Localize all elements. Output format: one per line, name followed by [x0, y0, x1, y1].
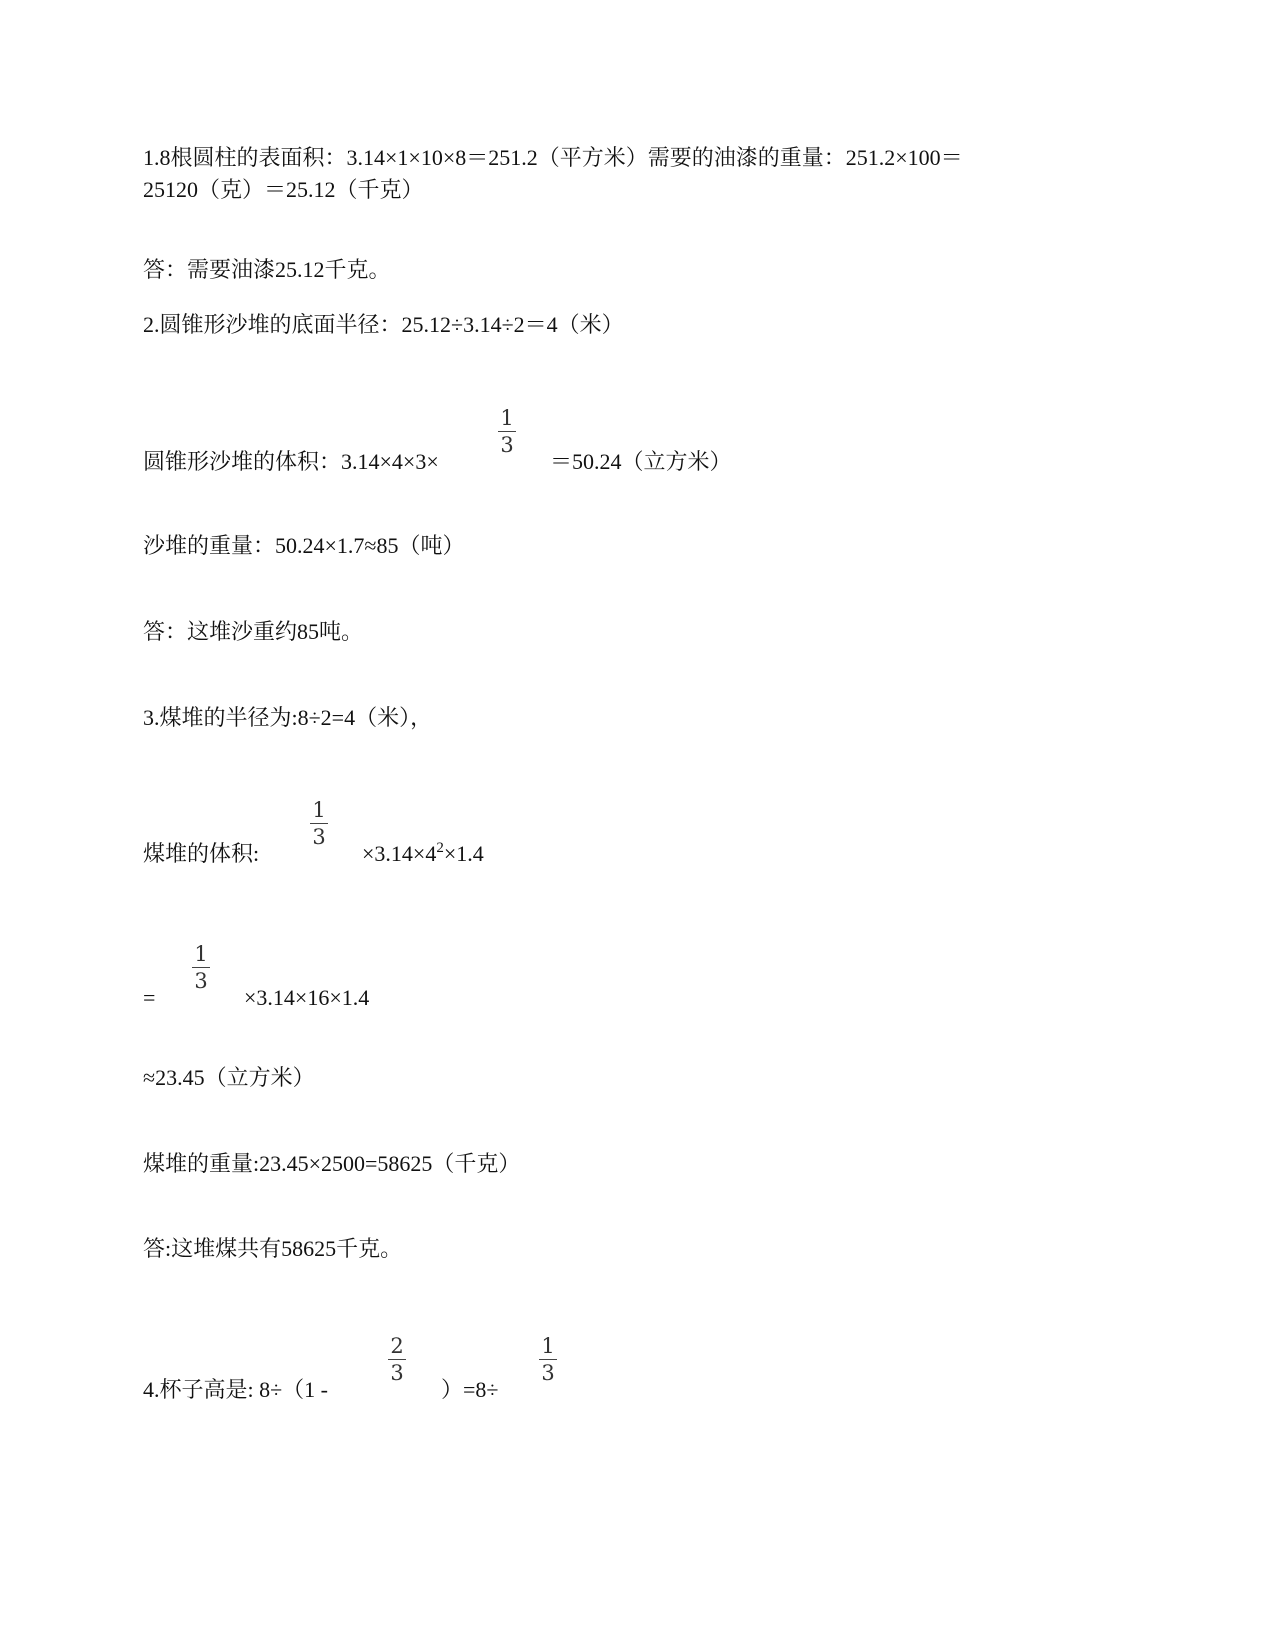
problem-3-step-expression: ×3.14×16×1.4	[244, 985, 370, 1010]
problem-2-volume-result: ＝50.24（立方米）	[550, 449, 732, 474]
fraction-numerator: 1	[312, 798, 326, 822]
problem-2-volume-prefix: 圆锥形沙堆的体积：3.14×4×3×	[143, 449, 439, 474]
problem-4-fraction-2	[538, 1333, 558, 1386]
problem-2-volume-fraction	[497, 405, 517, 458]
problem-1-line-1: 1.8根圆柱的表面积：3.14×1×10×8＝251.2（平方米）需要的油漆的重量：251.2×100＝	[143, 145, 963, 170]
fraction-numerator: 1	[541, 1334, 555, 1358]
volume-expression-end: ×1.4	[443, 841, 484, 866]
problem-1-line-2: 25120（克）＝25.12（千克）	[143, 177, 424, 202]
problem-2-weight: 沙堆的重量：50.24×1.7≈85（吨）	[143, 533, 465, 558]
fraction-denominator: 3	[194, 969, 208, 993]
problem-4-fraction-1	[387, 1333, 407, 1386]
fraction-numerator: 2	[390, 1334, 404, 1358]
problem-1-answer: 答：需要油漆25.12千克。	[143, 257, 391, 282]
problem-4-middle: ）=8÷	[441, 1377, 499, 1402]
fraction-denominator: 3	[390, 1361, 404, 1385]
fraction-numerator: 1	[194, 942, 208, 966]
problem-3-volume-expression	[362, 838, 484, 870]
problem-2-radius: 2.圆锥形沙堆的底面半径：25.12÷3.14÷2＝4（米）	[143, 312, 624, 337]
fraction-denominator: 3	[500, 433, 514, 457]
problem-3-step-fraction	[191, 941, 211, 994]
problem-3-answer: 答:这堆煤共有58625千克。	[143, 1236, 403, 1261]
fraction-numerator: 1	[500, 406, 514, 430]
volume-expression-base: ×3.14×4	[362, 841, 437, 866]
problem-3-weight: 煤堆的重量:23.45×2500=58625（千克）	[143, 1151, 521, 1176]
problem-3-radius: 3.煤堆的半径为:8÷2=4（米），	[143, 705, 433, 730]
problem-3-approx: ≈23.45（立方米）	[143, 1065, 315, 1090]
fraction-denominator: 3	[312, 825, 326, 849]
fraction-denominator: 3	[541, 1361, 555, 1385]
exponent: 2	[436, 840, 444, 856]
problem-3-volume-prefix: 煤堆的体积:	[143, 841, 260, 866]
problem-2-answer: 答：这堆沙重约85吨。	[143, 619, 364, 644]
problem-3-step-prefix: =	[143, 985, 156, 1010]
problem-3-volume-fraction	[309, 797, 329, 850]
problem-4-prefix: 4.杯子高是: 8÷（1 -	[143, 1377, 329, 1402]
